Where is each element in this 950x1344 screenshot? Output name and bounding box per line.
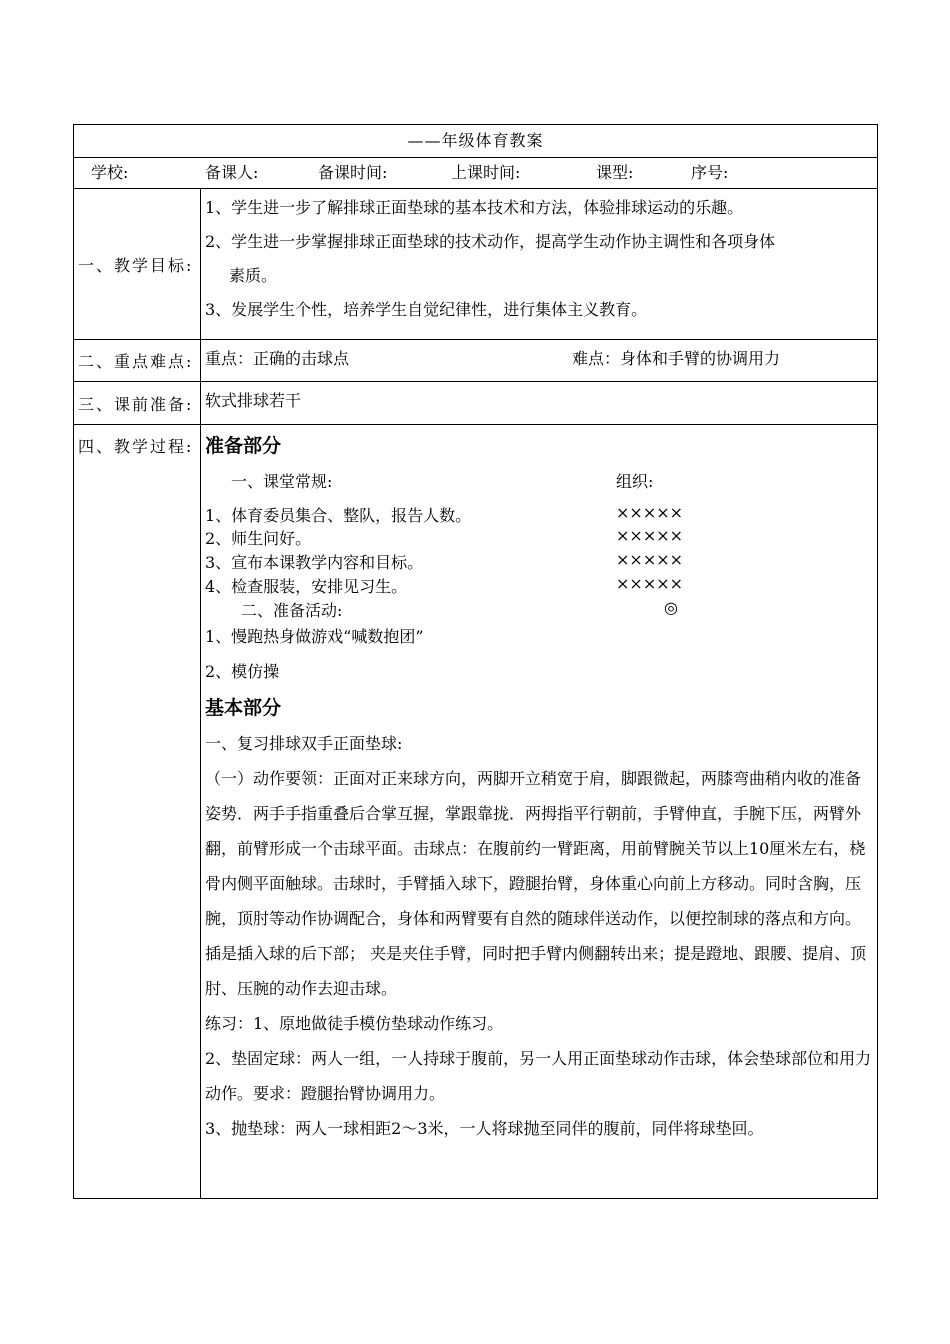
practice-item: 练习：1、原地做徒手模仿垫球动作练习。 <box>205 1014 504 1033</box>
lesson-plan-table <box>73 124 878 1199</box>
organization-label: 组织: <box>616 472 654 491</box>
preparation-text: 软式排球若干 <box>205 391 302 410</box>
mnemonic-text: 插是插入球的后下部； 夹是夹住手臂，同时把手臂内侧翻转出来；提是蹬地、跟腰、提肩、顶肘、压腕的动作去迎击球。 <box>205 944 867 998</box>
preparation-label: 三、课前准备: <box>74 382 201 425</box>
formation-row: ××××× <box>616 503 684 522</box>
objectives-content <box>201 189 878 340</box>
lesson-type-field: 课型: <box>596 163 634 182</box>
plan-title: ——年级体育教案 <box>74 125 878 158</box>
objective-item: 1、学生进一步了解排球正面垫球的基本技术和方法，体验排球运动的乐趣。 <box>205 198 744 217</box>
prep-time-field: 备课时间: <box>318 163 388 182</box>
activity-title: 二、准备活动: <box>241 601 343 620</box>
routine-item: 2、师生问好。 <box>205 529 312 548</box>
basic-heading: 基本部分 <box>205 697 282 719</box>
warmup-heading: 准备部分 <box>205 435 282 457</box>
serial-field: 序号: <box>691 163 729 182</box>
objective-item: 3、发展学生个性，培养学生自觉纪律性，进行集体主义教育。 <box>205 300 648 319</box>
routine-item: 3、宣布本课教学内容和目标。 <box>205 553 424 572</box>
objective-item: 素质。 <box>229 266 278 285</box>
class-time-field: 上课时间: <box>451 163 521 182</box>
difficulty-point: 难点：身体和手臂的协调用力 <box>572 349 781 368</box>
key-point: 重点：正确的击球点 <box>205 349 350 368</box>
objectives-label: 一、教学目标: <box>74 189 201 340</box>
teacher-position-icon: ◎ <box>664 598 678 617</box>
activity-item: 2、模仿操 <box>205 662 280 681</box>
activity-item: 1、慢跑热身做游戏“喊数抱团” <box>205 627 424 646</box>
routine-item: 4、检查服装，安排见习生。 <box>205 577 408 596</box>
school-field: 学校: <box>91 163 129 182</box>
key-points-label: 二、重点难点: <box>74 340 201 382</box>
routine-title: 一、课堂常规: <box>231 472 333 491</box>
key-points-content <box>201 340 878 382</box>
preparation-content <box>201 382 878 425</box>
formation-row: ××××× <box>616 574 684 593</box>
routine-item: 1、体育委员集合、整队，报告人数。 <box>205 506 472 525</box>
essentials-text: （一）动作要领：正面对正来球方向，两脚开立稍宽于肩，脚跟微起，两膝弯曲稍内收的准备姿势．两手手指重叠后合掌互握，掌跟靠拢．两拇指平行朝前，手臂伸直，手腕下压，两臂外翻，前臂形成一个击球平面。击球点：在腹前约一臂距离，用前臂腕关节以上10厘米左右，桡骨内侧平面触球。击球时，手臂插入球下，蹬腿抬臂，身体重心向前上方移动。同时含胸，压腕，顶肘等动作协调配合，身体和两臂要有自然的随球伴送动作，以便控制球的落点和方向。 <box>205 769 866 928</box>
practice-item: 2、垫固定球：两人一组，一人持球于腹前，另一人用正面垫球动作击球，体会垫球部位和用力动作。要求：蹬腿抬臂协调用力。 <box>205 1049 872 1103</box>
process-content <box>201 425 878 1199</box>
review-title: 一、复习排球双手正面垫球: <box>205 734 403 753</box>
formation-row: ××××× <box>616 526 684 545</box>
process-label: 四、教学过程: <box>74 425 201 1199</box>
practice-item: 3、抛垫球：两人一球相距2～3米，一人将球抛至同伴的腹前，同伴将球垫回。 <box>205 1119 764 1138</box>
essentials-paragraph <box>205 761 875 1146</box>
formation-row: ××××× <box>616 550 684 569</box>
objective-item: 2、学生进一步掌握排球正面垫球的技术动作，提高学生动作协主调性和各项身体 <box>205 232 776 251</box>
preparer-field: 备课人: <box>205 163 259 182</box>
info-row <box>74 158 878 189</box>
